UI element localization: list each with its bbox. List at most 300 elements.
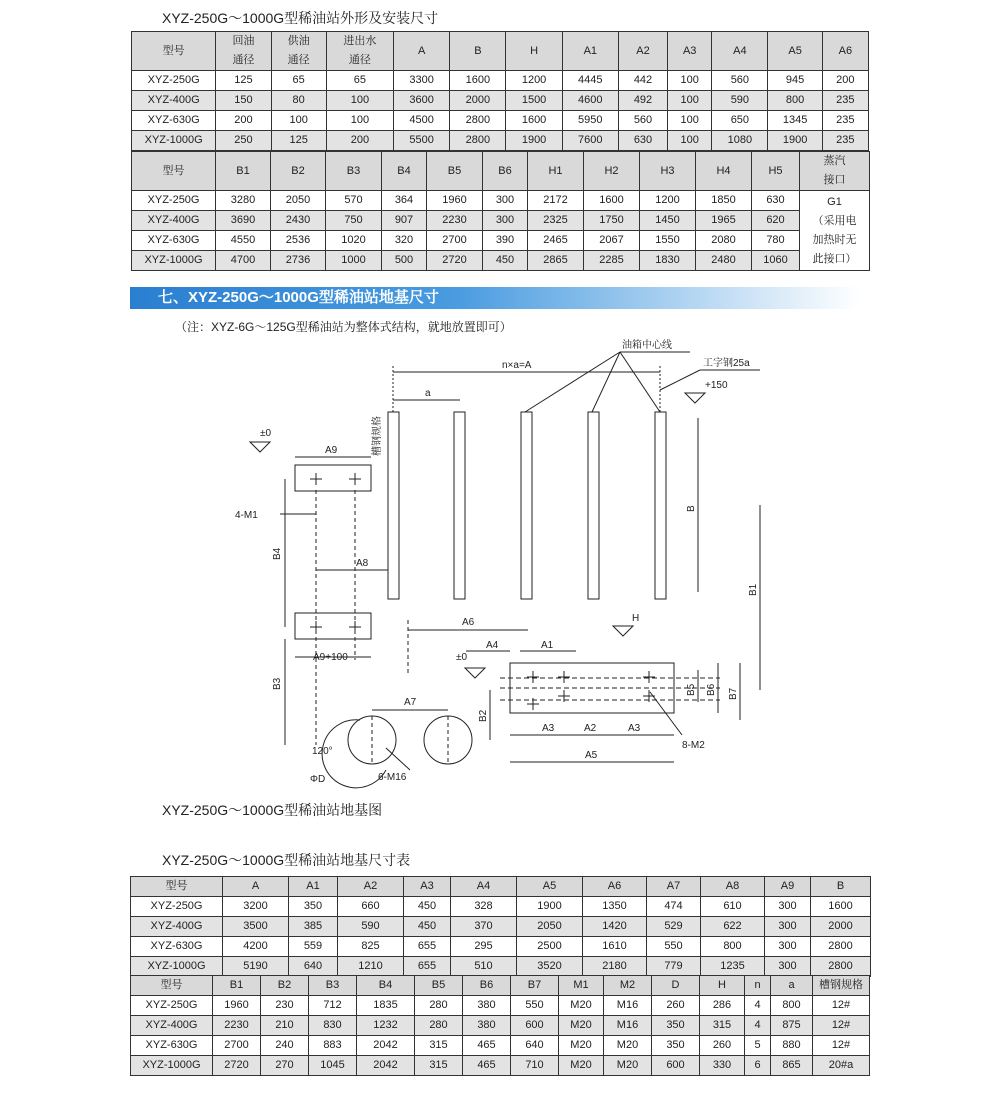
table-cell: XYZ-250G [132,71,216,91]
table-cell: 550 [511,996,559,1016]
label-A3b: A3 [628,723,641,734]
label-plus-minus0b: ±0 [456,652,468,663]
table-cell: 1600 [584,191,640,211]
table-cell: 830 [309,1016,357,1036]
table-cell: XYZ-250G [131,996,213,1016]
header-cell: B2 [261,976,309,996]
table-cell: 2050 [271,191,326,211]
header-cell: A [223,877,289,897]
table-cell: 1060 [752,251,800,271]
label-H: H [632,613,640,624]
table-cell: 315 [415,1036,463,1056]
header-line: B3 [346,164,361,177]
header-cell [752,152,800,191]
table-cell: 640 [289,957,338,977]
table-cell: 1835 [357,996,415,1016]
label-a: a [425,388,431,399]
table-cell: 865 [771,1056,813,1076]
table-cell: XYZ-630G [131,1036,213,1056]
header-cell: A8 [701,877,765,897]
table-cell: 2080 [696,231,752,251]
table-cell: 2500 [517,937,583,957]
table-cell: XYZ-630G [132,231,216,251]
header-cell: B [811,877,871,897]
header-line: B6 [498,164,512,177]
header-cell [394,32,450,71]
table-cell: M20 [559,1036,604,1056]
table-cell: 1610 [583,937,647,957]
drawing-caption: XYZ-250G～1000G型稀油站地基图 [162,802,383,818]
table-cell: 1830 [640,251,696,271]
label-B4: B4 [272,547,283,560]
table-cell: 270 [261,1056,309,1076]
table-row [132,71,869,91]
table-cell: 570 [326,191,382,211]
label-B1: B1 [748,583,759,596]
table-cell: 474 [647,897,701,917]
table-cell: 80 [271,91,326,111]
foundation-drawing [220,330,800,790]
table-cell: 5950 [562,111,618,131]
label-tank-center: 油箱中心线 [622,340,672,351]
table-cell: 750 [326,211,382,231]
table-cell: 330 [700,1056,745,1076]
header-cell [216,32,271,71]
header-cell [271,32,326,71]
header-line: 型号 [162,44,185,57]
label-6-m16: 6-M16 [378,772,407,783]
table-cell: 500 [382,251,427,271]
table-cell: 260 [700,1036,745,1056]
header-cell: A4 [451,877,517,897]
table-cell: 200 [216,111,271,131]
table-cell: 320 [382,231,427,251]
table-cell: 4600 [562,91,618,111]
table-cell: 390 [483,231,528,251]
table-row [131,897,871,917]
table-cell: 350 [652,1036,700,1056]
table-cell: M20 [559,1056,604,1076]
table-cell: 235 [822,111,868,131]
table-cell: 12# [813,996,870,1016]
table-cell: 1020 [326,231,382,251]
table-cell: 660 [338,897,404,917]
table-cell: 875 [771,1016,813,1036]
header-cell: D [652,976,700,996]
label-B3: B3 [272,677,283,690]
table-cell: 100 [326,91,393,111]
table-cell: 1850 [696,191,752,211]
table-cell: 2800 [811,937,871,957]
header-line: B2 [291,164,305,177]
table-cell: 1550 [640,231,696,251]
header-cell [562,32,618,71]
table-cell: 3600 [394,91,450,111]
section-title-banner: 七、XYZ-250G～1000G型稀油站地基尺寸 [130,287,860,309]
table-cell: 492 [618,91,667,111]
table-cell: 100 [668,111,712,131]
header-line: A6 [838,44,853,57]
steam-interface-line: 加热时无 [812,233,857,246]
table-cell: M20 [559,996,604,1016]
steam-interface-line: 此接口） [812,252,857,265]
table-cell: 945 [768,71,822,91]
table-cell: 710 [511,1056,559,1076]
header-line: B4 [397,164,411,177]
table-row [131,957,871,977]
table-cell: 2720 [213,1056,261,1076]
header-line: 型号 [162,164,185,177]
table-cell: 230 [261,996,309,1016]
header-cell [271,152,326,191]
table-cell: 1450 [640,211,696,231]
table-cell: 630 [752,191,800,211]
foundation-dimensions-table-part1 [130,876,871,977]
table-row [131,996,870,1016]
table-row [131,937,871,957]
label-A3a: A3 [542,723,555,734]
table-cell: 640 [511,1036,559,1056]
table-cell: 125 [271,131,326,151]
header-cell: B3 [309,976,357,996]
table-cell: 4 [745,1016,771,1036]
header-cell: A9 [765,877,811,897]
header-cell [668,32,712,71]
table-cell: 2180 [583,957,647,977]
header-cell [528,152,584,191]
table-cell: 1750 [584,211,640,231]
table-cell: 350 [652,1016,700,1036]
header-cell: B4 [357,976,415,996]
header-cell: B5 [415,976,463,996]
table-cell: 1600 [811,897,871,917]
table-cell: XYZ-1000G [132,131,216,151]
header-cell [506,32,562,71]
table-row [132,111,869,131]
table-row [131,1016,870,1036]
table-cell: 5 [745,1036,771,1056]
table-cell: 5500 [394,131,450,151]
table-cell: 1500 [506,91,562,111]
table-cell: 4200 [223,937,289,957]
table-cell: 655 [404,957,451,977]
table-cell: 880 [771,1036,813,1056]
table-cell: 12# [813,1016,870,1036]
table-cell: 620 [752,211,800,231]
table-cell: 315 [415,1056,463,1076]
table-cell: 2700 [213,1036,261,1056]
header-line: B [474,44,482,57]
table-row [131,917,871,937]
table-cell: 370 [451,917,517,937]
table-cell: 4500 [394,111,450,131]
label-4-m1: 4-M1 [235,510,258,521]
table-cell: XYZ-250G [131,897,223,917]
table-cell: 559 [289,937,338,957]
label-A7: A7 [404,697,417,708]
table-cell: 300 [765,937,811,957]
section-note: （注：XYZ-6G～125G型稀油站为整体式结构，就地放置即可） [175,320,512,334]
label-A9: A9 [325,445,338,456]
table-cell: XYZ-400G [132,91,216,111]
header-line: H5 [768,164,783,177]
table-cell: 2700 [427,231,483,251]
header-cell [584,152,640,191]
table-cell: 300 [765,897,811,917]
header-line: A1 [583,44,598,57]
table-cell: 4 [745,996,771,1016]
label-i-beam: 工字钢25a [703,358,750,369]
table-cell: 364 [382,191,427,211]
table-cell: 1000 [326,251,382,271]
table-cell: 442 [618,71,667,91]
label-phiD: ΦD [310,774,326,785]
header-line: 回油 [232,35,255,47]
table-cell: 2720 [427,251,483,271]
header-line: B5 [447,164,462,177]
table-row [131,1036,870,1056]
label-B5: B5 [686,683,697,696]
table-cell: 780 [752,231,800,251]
table-cell: 200 [326,131,393,151]
table-cell: 800 [768,91,822,111]
table-cell: M20 [559,1016,604,1036]
table-cell: 907 [382,211,427,231]
label-B7: B7 [728,687,739,700]
header-cell: A2 [338,877,404,897]
label-channel-spec: 槽钢规格 [372,416,383,456]
table-cell: 4550 [216,231,271,251]
label-B2: B2 [478,709,489,722]
table-cell: XYZ-250G [132,191,216,211]
header-cell: n [745,976,771,996]
header-line: H3 [660,164,675,177]
table-cell: 590 [338,917,404,937]
table-cell: 3500 [223,917,289,937]
header-cell [822,32,868,71]
table-cell: 12# [813,1036,870,1056]
table-cell: 100 [668,71,712,91]
table-cell: 650 [712,111,768,131]
table-cell: M20 [604,1056,652,1076]
table-cell: 1600 [506,111,562,131]
header-line: A [417,44,426,57]
header-cell [132,152,216,191]
table-row [132,191,870,211]
header-cell: M2 [604,976,652,996]
table-cell: 1210 [338,957,404,977]
steam-interface-line: G1 [827,195,842,208]
table-cell: 300 [765,917,811,937]
table-cell: 3690 [216,211,271,231]
table-cell: 712 [309,996,357,1016]
label-B: B [686,505,697,512]
label-plus-minus0: ±0 [260,428,272,439]
table-cell: 1900 [517,897,583,917]
header-cell: B7 [511,976,559,996]
table-cell: 200 [822,71,868,91]
table-cell: 100 [668,91,712,111]
table-cell: 590 [712,91,768,111]
header-line: 通径 [348,54,371,66]
table-cell: XYZ-1000G [131,1056,213,1076]
steam-interface-cell [800,191,870,271]
header-cell: B1 [213,976,261,996]
header-line: 接口 [823,174,846,186]
table-cell: 2230 [213,1016,261,1036]
table-cell: 385 [289,917,338,937]
table-cell: 779 [647,957,701,977]
table-cell: 240 [261,1036,309,1056]
table-cell: 560 [712,71,768,91]
table-cell: 1960 [427,191,483,211]
foundation-dimensions-table-part2 [130,975,870,1076]
installation-dimensions-table-part2 [131,151,870,271]
table-cell: 550 [647,937,701,957]
table-cell: 610 [701,897,765,917]
header-cell: a [771,976,813,996]
table-cell: 250 [216,131,271,151]
installation-dimensions-table-part1 [131,31,869,151]
table-cell: 2736 [271,251,326,271]
table-cell: 2865 [528,251,584,271]
table-cell: XYZ-400G [131,1016,213,1036]
table-cell: 350 [289,897,338,917]
header-cell: A5 [517,877,583,897]
table-cell: 1200 [640,191,696,211]
table-cell: 65 [271,71,326,91]
table-cell: 655 [404,937,451,957]
table-cell: 1600 [450,71,506,91]
table-cell: 315 [700,1016,745,1036]
table-cell: 465 [463,1056,511,1076]
table-cell: 1900 [506,131,562,151]
table-cell: 300 [483,211,528,231]
table-cell: 210 [261,1016,309,1036]
table-cell: 280 [415,996,463,1016]
table-cell: M16 [604,996,652,1016]
header-line: H1 [548,164,563,177]
table-cell: 510 [451,957,517,977]
header-cell [800,152,870,191]
table-cell: 529 [647,917,701,937]
header-cell: B6 [463,976,511,996]
label-A5: A5 [585,750,598,761]
table-cell: M16 [604,1016,652,1036]
header-line: A3 [682,44,697,57]
table-cell: 622 [701,917,765,937]
table-cell: XYZ-1000G [131,957,223,977]
table-row [132,211,870,231]
table-cell: 4700 [216,251,271,271]
table-cell: 300 [483,191,528,211]
header-cell: M1 [559,976,604,996]
header-cell [483,152,528,191]
table-cell: M20 [604,1036,652,1056]
table-cell: 2536 [271,231,326,251]
label-8-m2: 8-M2 [682,740,705,751]
table-cell: 465 [463,1036,511,1056]
table-cell: 235 [822,91,868,111]
table-cell: 1345 [768,111,822,131]
table1-caption: XYZ-250G～1000G型稀油站外形及安装尺寸 [162,10,439,26]
header-cell [216,152,271,191]
label-A1: A1 [541,640,554,651]
table-cell: 280 [415,1016,463,1036]
header-cell: A1 [289,877,338,897]
label-A9p100: A9+100 [313,652,348,663]
table-row [132,131,869,151]
table-cell: 100 [271,111,326,131]
table-cell: 3200 [223,897,289,917]
table-cell: 6 [745,1056,771,1076]
table-cell: 300 [765,957,811,977]
table-cell: 1965 [696,211,752,231]
header-line: 进出水 [343,35,377,47]
label-A6: A6 [462,617,475,628]
table-cell: 328 [451,897,517,917]
table-cell: 800 [771,996,813,1016]
label-B6: B6 [706,683,717,696]
table-cell: XYZ-400G [131,917,223,937]
table-cell: 4445 [562,71,618,91]
table-cell: 2000 [450,91,506,111]
table-cell: 2285 [584,251,640,271]
table-cell: 450 [404,897,451,917]
table-row [131,1056,870,1076]
header-cell [768,32,822,71]
header-line: 供油 [287,35,310,47]
header-cell [132,32,216,71]
table-cell: 2042 [357,1056,415,1076]
header-line: B1 [236,164,250,177]
header-cell [696,152,752,191]
label-120deg: 120° [312,746,333,757]
table-cell: 2230 [427,211,483,231]
table2-caption: XYZ-250G～1000G型稀油站地基尺寸表 [162,852,411,868]
table-cell: XYZ-1000G [132,251,216,271]
table-cell: 450 [404,917,451,937]
table-row [132,251,870,271]
table-cell: 560 [618,111,667,131]
table-cell: 2050 [517,917,583,937]
table-cell: 65 [326,71,393,91]
header-line: H [530,44,539,57]
table-cell: 2067 [584,231,640,251]
table-cell: 1200 [506,71,562,91]
table-cell: 5190 [223,957,289,977]
table-cell: 1900 [768,131,822,151]
label-A4: A4 [486,640,499,651]
table-cell: 2800 [811,957,871,977]
label-plus150: +150 [705,380,728,391]
header-line: 通径 [232,54,255,66]
table-cell: 1420 [583,917,647,937]
table-cell: 1045 [309,1056,357,1076]
table-cell: 295 [451,937,517,957]
table-cell: 800 [701,937,765,957]
table-cell: 380 [463,996,511,1016]
table-cell: 3520 [517,957,583,977]
table-cell: 100 [326,111,393,131]
header-cell [712,32,768,71]
table-cell: 2800 [450,111,506,131]
label-A2: A2 [584,723,597,734]
table-cell: 2325 [528,211,584,231]
table-cell: 2042 [357,1036,415,1056]
table-cell: 380 [463,1016,511,1036]
header-line: A2 [636,44,650,57]
